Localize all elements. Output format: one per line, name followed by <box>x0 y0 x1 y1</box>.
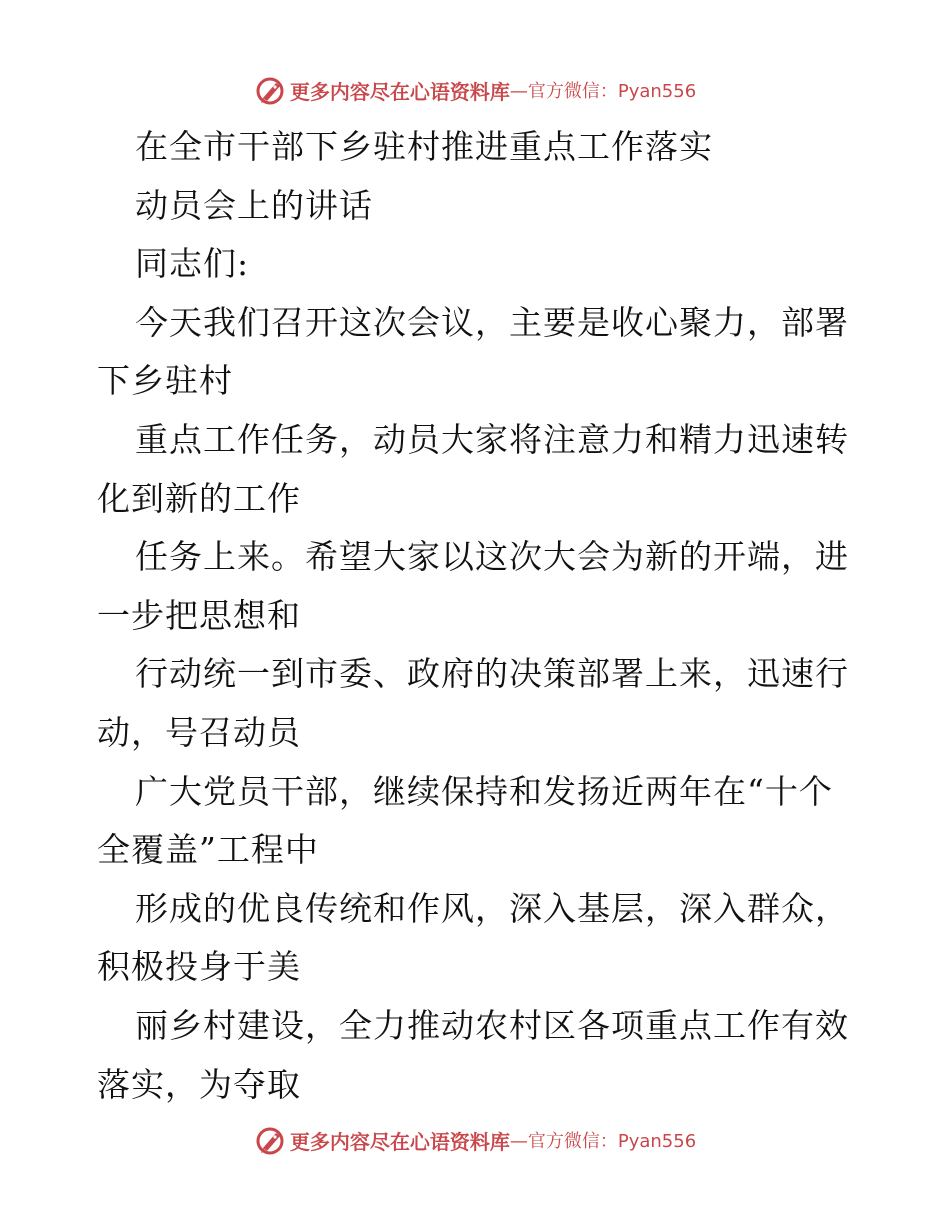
body-line: 一步把思想和 <box>97 595 301 635</box>
body-line: 动，号召动员 <box>97 712 301 752</box>
footer-banner <box>0 1120 950 1160</box>
salutation: 同志们: <box>135 244 250 284</box>
body-line: 全覆盖”工程中 <box>97 830 319 870</box>
body-line: 化到新的工作 <box>97 478 301 518</box>
body-line: 任务上来。希望大家以这次大会为新的开端，进 <box>135 537 849 577</box>
body-line: 行动统一到市委、政府的决策部署上来，迅速行 <box>135 654 849 694</box>
banner-wechat: —官方微信：Pyan556 <box>509 81 697 102</box>
body-line: 积极投身于美 <box>97 947 301 987</box>
document-body <box>97 118 857 1114</box>
body-line: 下乡驻村 <box>97 361 233 401</box>
body-line: 丽乡村建设，全力推动农村区各项重点工作有效 <box>135 1005 849 1045</box>
pen-nib-logo-icon <box>254 74 286 106</box>
title-line-2: 动员会上的讲话 <box>135 185 373 225</box>
title-line-1: 在全市干部下乡驻村推进重点工作落实 <box>135 127 713 166</box>
body-line: 广大党员干部，继续保持和发扬近两年在“十个 <box>135 771 833 811</box>
banner-title: 更多内容尽在心语资料库 <box>289 79 510 104</box>
banner-title: 更多内容尽在心语资料库 <box>289 1129 510 1154</box>
body-line: 重点工作任务，动员大家将注意力和精力迅速转 <box>135 419 849 459</box>
header-banner <box>0 70 950 110</box>
body-line: 形成的优良传统和作风，深入基层，深入群众， <box>135 888 849 928</box>
pen-nib-logo-icon <box>254 1124 286 1156</box>
banner-wechat: —官方微信：Pyan556 <box>509 1131 697 1152</box>
body-line: 今天我们召开这次会议，主要是收心聚力，部署 <box>135 302 849 342</box>
body-line: 落实，为夺取 <box>97 1064 301 1104</box>
